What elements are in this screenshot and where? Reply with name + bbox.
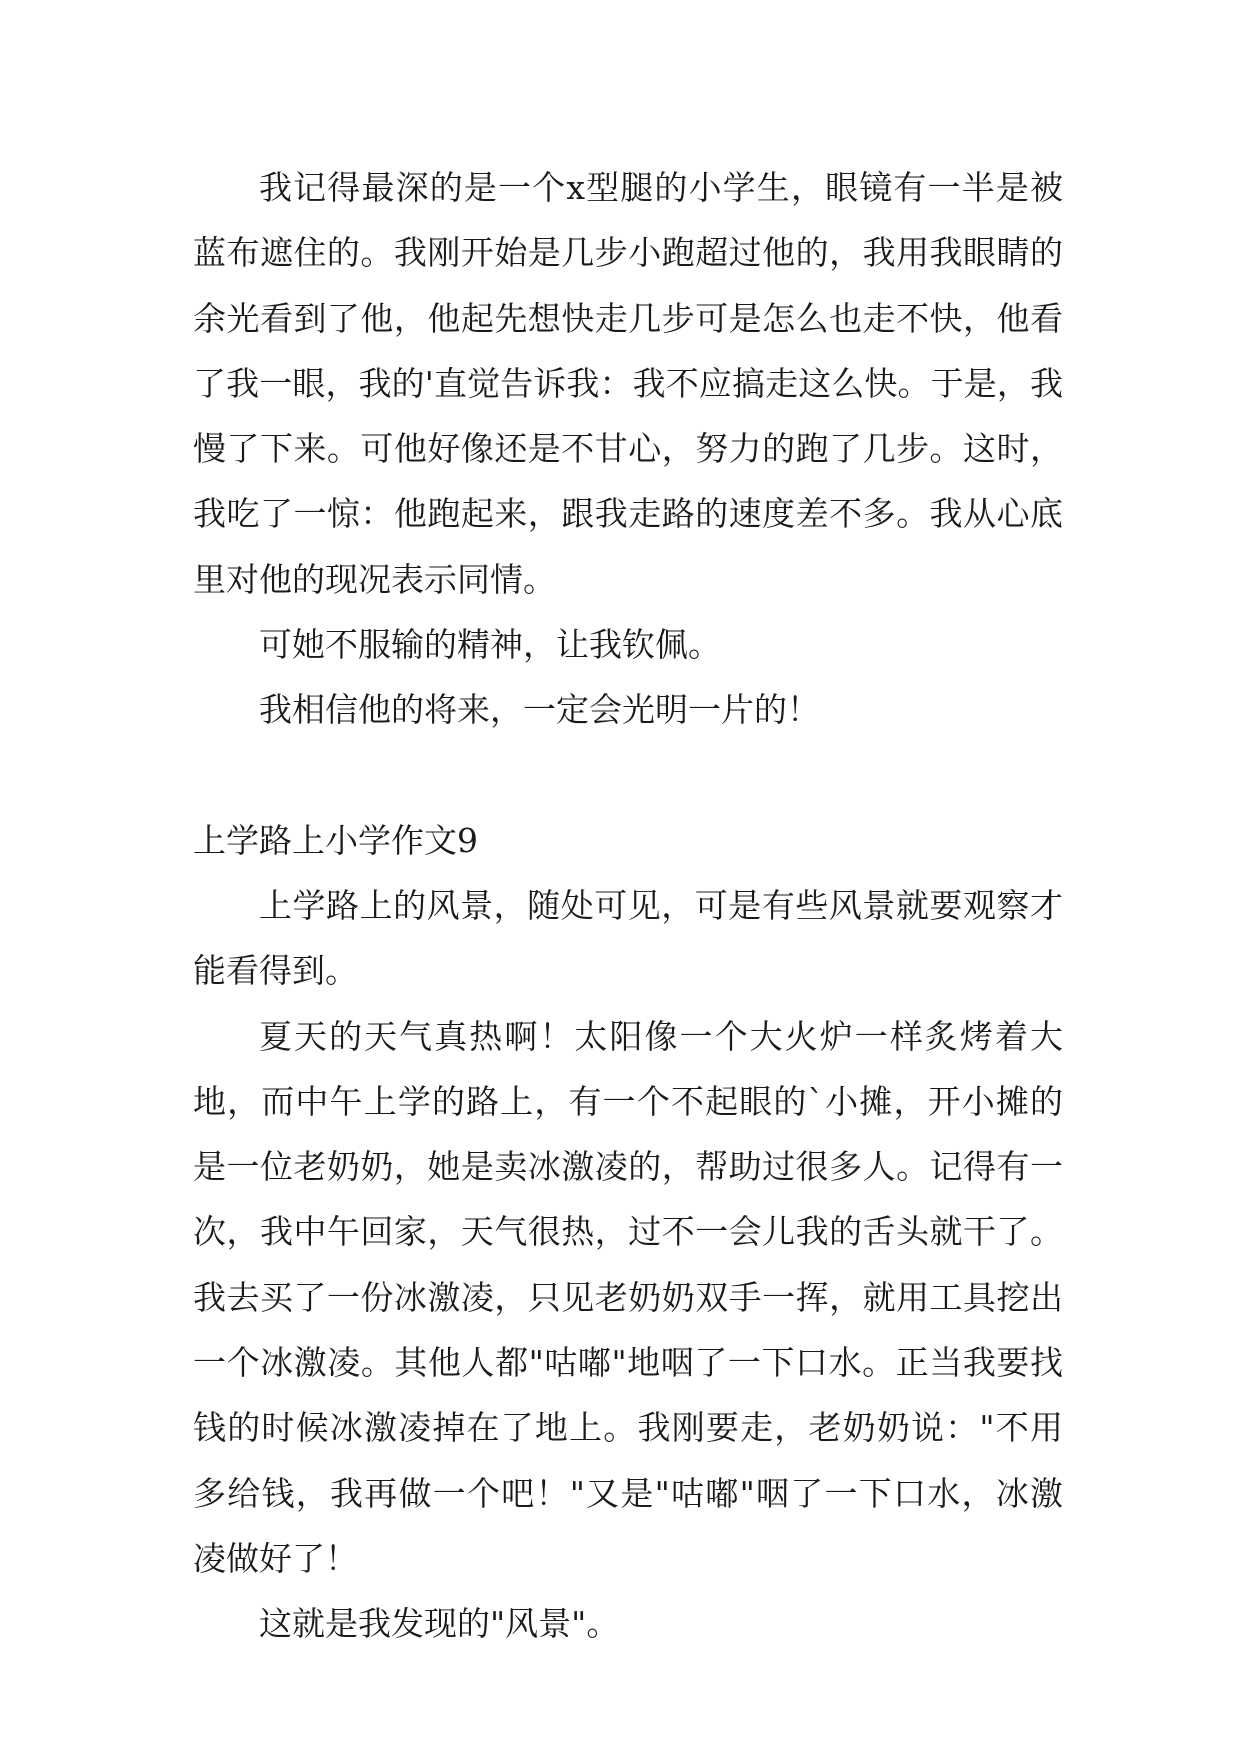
- paragraph: 夏天的天气真热啊！太阳像一个大火炉一样炙烤着大地，而中午上学的路上，有一个不起眼的`小摊，开小摊的是一位老奶奶，她是卖冰激凌的，帮助过很多人。记得有一次，我中午回家，天气很热，过不一会儿我的舌头就干了。我去买了一份冰激凌，只见老奶奶双手一挥，就用工具挖出一个冰激凌。其他人都"咕嘟"地咽了一下口水。正当我要找钱的时候冰激凌掉在了地上。我刚要走，老奶奶说："不用多给钱，我再做一个吧！"又是"咕嘟"咽了一下口水，冰激凌做好了！: [193, 1016, 1063, 1578]
- document-body: [193, 155, 1063, 1657]
- section-title: 上学路上小学作文9: [193, 820, 478, 860]
- paragraph: 上学路上的风景，随处可见，可是有些风景就要观察才能看得到。: [193, 885, 1063, 991]
- paragraph: 这就是我发现的"风景"。: [259, 1604, 620, 1644]
- paragraph: 我记得最深的是一个x型腿的小学生，眼镜有一半是被蓝布遮住的。我刚开始是几步小跑超过他的，我用我眼睛的余光看到了他，他起先想快走几步可是怎么也走不快，他看了我一眼，我的'直觉告诉我：我不应搞走这么快。于是，我慢了下来。可他好像还是不甘心，努力的跑了几步。这时，我吃了一惊：他跑起来，跟我走路的速度差不多。我从心底里对他的现况表示同情。: [193, 168, 1063, 599]
- paragraph: 可她不服输的精神，让我钦佩。: [259, 625, 721, 665]
- paragraph: 我相信他的将来，一定会光明一片的！: [259, 690, 820, 730]
